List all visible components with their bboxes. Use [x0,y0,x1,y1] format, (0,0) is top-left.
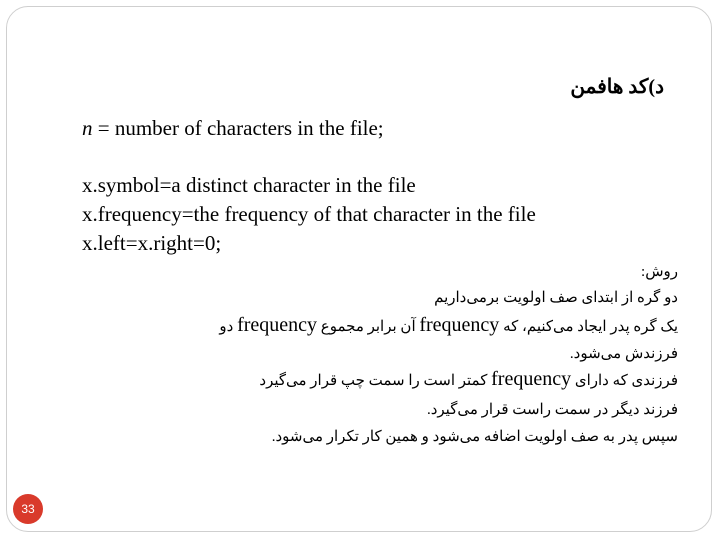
slide-title: د)کد هافمن [570,76,664,98]
method-line-2-frequency-1: frequency [419,314,500,336]
definition-left-right: x.left=x.right=0; [82,231,222,255]
method-line-2-part-1: یک گره پدر ایجاد می‌کنیم، که [499,319,678,335]
method-line-4-part-2: کمتر است را سمت چپ قرار می‌گیرد [259,373,492,389]
definition-symbol: x.symbol=a distinct character in the file [82,173,416,197]
definition-n [82,116,384,141]
method-line-1: دو گره از ابتدای صف اولویت برمی‌داریم [434,290,678,306]
method-line-2 [219,314,678,337]
method-line-5: فرزند دیگر در سمت راست قرار می‌گیرد. [426,402,678,418]
n-variable: n [82,116,93,140]
method-line-2-part-3: دو [219,319,238,335]
page-number-badge: 33 [13,494,43,524]
n-definition-text: = number of characters in the file; [92,116,384,140]
method-line-3: فرزندش می‌شود. [569,346,678,362]
method-line-6: سپس پدر به صف اولویت اضافه می‌شود و همین کار تکرار می‌شود. [271,429,678,445]
method-line-2-frequency-2: frequency [237,314,318,336]
definition-frequency: x.frequency=the frequency of that character in the file [82,202,536,226]
method-label: روش: [641,264,678,280]
method-line-4-part-1: فرزندی که دارای [571,373,678,389]
method-line-4-frequency: frequency [491,368,572,390]
method-line-4 [259,368,678,391]
method-line-2-part-2: آن برابر مجموع [317,319,420,335]
